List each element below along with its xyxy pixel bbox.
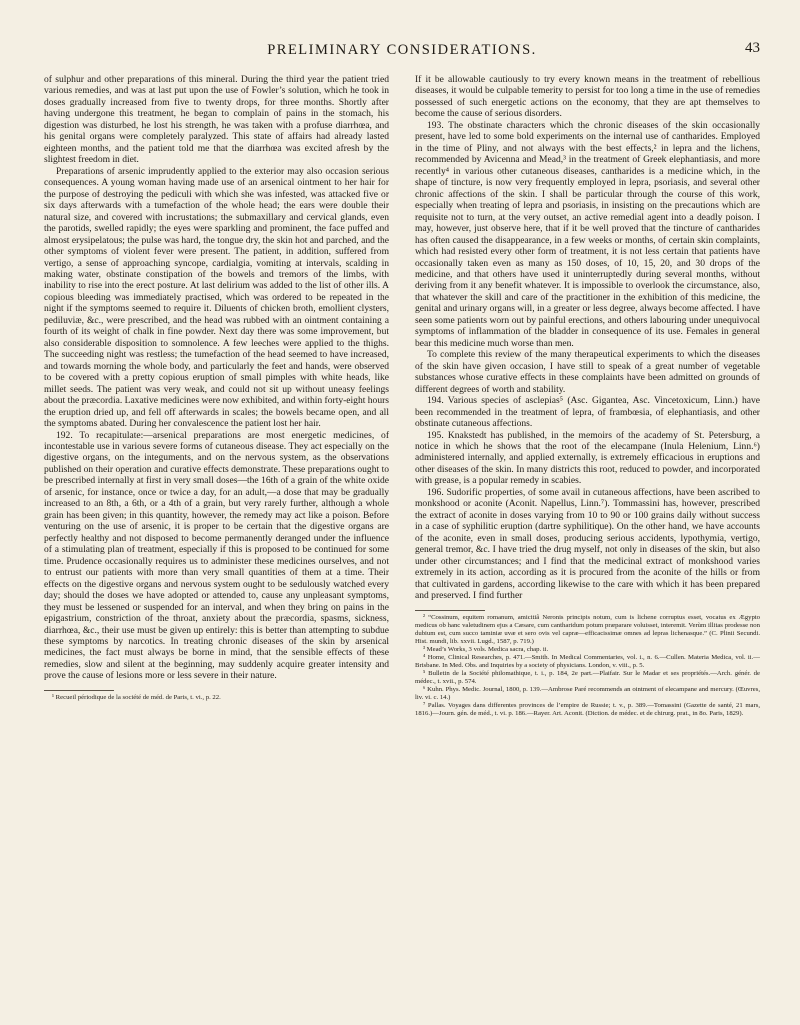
footnote: ¹ Recueil périodique de la société de méd. de Paris, t. vi., p. 22. [52, 693, 221, 701]
paragraph: 195. Knakstedt has published, in the memoirs of the academy of St. Petersburg, a notice in which he shows that the root of the elecampane (Inula Helenium, Linn.⁶) administered internally, and applied externally, is extremely efficacious in eruptions and other diseases of the skin. In many districts this root, reduced to powder, and incorporated with grease, is a popular remedy in scabies. [415, 429, 760, 487]
page-number: 43 [745, 40, 760, 56]
paragraph: 192. To recapitulate:—arsenical preparations are most energetic medicines, of incontestable use in various severe forms of cutaneous disease. They act especially on the digestive organs, on the integuments, and on the nervous system, as the observations published on their operation and curative effects demonstrate. These preparations ought to be prescribed internally at first in very small doses—the 16th of a grain of the white oxide of arsenic, for instance, once or twice a day, for an adult,—a dose that may be gradually increased to an 8th, a 6th, or a 4th of a grain, but very rarely further, although a whole grain has been given; in this quantity, however, the remedy may act like a poison. Before venturing on the use of arsenic, it is proper to be certain that the digestive organs are perfectly healthy and not disposed to become permanently deranged under the influence of a stimulating plan of treatment, especially if this is proposed to be continued for some time. Prudence occasionally requires us to administer these medicines ourselves, and not to entrust our patients with more than very small quantities of them at a time. Their effects on the digestive organs and nervous system ought to be sedulously watched every day; should the doses we have adopted or attended to, cause any unpleasant symptoms, they must be lessened or suspended for an interval, and when they bring on pains in the epigastrium, constriction of the throat, anxiety about the præcordia, spasms, sickness, diarrhœa, &c., their use must be given up entirely: this is better than attempting to subdue these symptoms by narcotics. In treating chronic diseases of the skin by arsenical medicines, the fact must always be borne in mind, that the sensible effects of these remedies, slow and silent at the beginning, may suddenly acquire greater intensity and prove the cause of lesions more or less severe in their nature. [44, 429, 389, 682]
paragraph: If it be allowable cautiously to try every known means in the treatment of rebellious diseases, it would be culpable temerity to persist for too long a time in the use of remedies possessed of such energetic actions on the economy, that they are apt themselves to become the cause of serious disorders. [415, 74, 760, 120]
paragraph: 196. Sudorific properties, of some avail in cutaneous affections, have been ascribed to monkshood or aconite (Aconit. Napellus, Linn.⁷). Tommassini has, however, prescribed the extract of aconite in doses varying from 10 to 90 or 100 grains daily without success in a case of syphilitic eruption (dartre syphilitique). On the other hand, we have accounts of the aconite, even in small doses, producing serious accidents, lypothymia, vertigo, general tremor, &c. I have tried the drug myself, not only in diseases of the skin, but also under other circumstances; and I find that the medicinal extract of monkshood varies extremely in its action, according as it is procured from the aconite of the hills or from that cultivated in gardens, according likewise to the care with which it has been prepared and preserved. I find further [415, 486, 760, 602]
paragraph: 194. Various species of asclepias⁵ (Asc. Gigantea, Asc. Vincetoxicum, Linn.) have been recommended in the treatment of lepra, of frambœsia, of elephantiasis, and other obstinate cutaneous affections. [415, 395, 760, 430]
text-columns [44, 74, 760, 718]
right-footnotes [415, 614, 760, 718]
paragraph: of sulphur and other preparations of this mineral. During the third year the patient tried various remedies, and was at last put upon the use of Fowler’s solution, which he took in doses gradually increased from five to twenty drops, for three months. Shortly after having undergone this treatment, he began to complain of pains in the stomach, his digestion was disturbed, he lost his strength, he was taken with a profuse diarrhœa, and his genital organs were completely paralyzed. This state of affairs had already lasted eighteen months, and the patient told me that the diarrhœa was excited afresh by the slightest freedom in diet. [44, 74, 389, 166]
paragraph: 193. The obstinate characters which the chronic diseases of the skin occasionally present, have led to some bold experiments on the internal use of cantharides. Employed in the time of Pliny, and not always with the best effects,² in lepra and the lichens, recommended by Avicenna and Mead,³ in the treatment of Greek elephantiasis, and more recently⁴ in various other cutaneous diseases, cantharides is a medicine which, in the shape of tincture, is now very frequently employed in lepra, psoriasis, and several other chronic affections of the skin. I shall be particular through the course of this work, especially when treating of lepra and psoriasis, in insisting on the precautions which are requisite not to turn, at the very outset, an active remedial agent into a deadly poison. I may, however, just observe here, that if it be well proved that the tincture of cantharides has often caused the disappearance, in a few weeks or months, of certain skin complaints, which had resisted every other form of treatment, it is not less certain that patients have occasionally taken even as many as 150 doses, of 10, 15, 20, and 30 drops of the medicine, and that others have used it uninterruptedly during several months, without deriving from it any benefit whatever. It is impossible to overlook the circumstance, also, that whatever the skill and care of the practitioner in the exhibition of this medicine, the genital and urinary organs will, in a greater or less degree, always become affected. I have seen some patients worn out by painful erections, and others labouring under unequivocal symptoms of inflammation of the bladder in consequence of its use. Females in general bear this medicine much worse than men. [415, 119, 760, 349]
running-head [44, 40, 760, 60]
footnote: ⁴ Home, Clinical Researches, p. 471.—Smith. In Medical Commentaries, vol. i., n. 6.—Cullen. Materia Medica, vol. ii.—Brisbane. In Med. Obs. and Inquiries by a society of physicians. London, v. viii., p. 5. [415, 653, 760, 669]
footnote: ³ Mead’s Works, 3 vols. Medica sacra, chap. ii. [423, 645, 549, 653]
footnote: ⁷ Pallas. Voyages dans differentes provinces de l’empire de Russie; t. v., p. 389.—Tomassini (Gazette de santé, 21 mars, 1816.)—Journ. gén. de méd., t. vi. p. 186.—Rayer. Art. Aconit. (Diction. de médec. et de chirurg. prat., in 8o. Paris, 1829). [415, 701, 760, 717]
left-footnotes [44, 694, 389, 702]
paragraph: To complete this review of the many therapeutical experiments to which the diseases of the skin have given occasion, I have still to speak of a great number of vegetable substances whose curative effects in these complaints have been admitted on grounds of different degrees of worth and stability. [415, 349, 760, 395]
footnote: ⁶ Kuhn. Phys. Medic. Journal, 1800, p. 139.—Ambrose Paré recommends an ointment of elecampane and mercury. (Œuvres, liv. vi. c. 14.) [415, 685, 760, 701]
running-title: PRELIMINARY CONSIDERATIONS. [267, 42, 537, 58]
right-column [415, 74, 760, 718]
left-column [44, 74, 389, 718]
footnote: ² “Cossinum, equitem romanum, amicitiâ Neronis principis notum, cum is lichene corruptus esset, vocatus ex Ægypto medicus ob hanc valetudinem ejus a Cæsare, cum cantharidum potum præparare voluisset, interemit. Verùm illitas prodesse non dubium est, cum succo taminiæ uvæ et sero ovis vel capræ—efficacissimæ omnes ad lepras lichenasque.” (C. Plinii Secundi. Hist. mundi, lib. xxvii. Lugd., 1587, p. 719.) [415, 613, 760, 645]
footnote-rule [44, 690, 114, 691]
footnote: ⁵ Bulletin de la Société philomathique, t. i., p. 184, 2e part.—Plaifair. Sur le Madar et ses propriétés.—Arch. génér. de médec., t. xvii., p. 574. [415, 669, 760, 685]
footnote-rule [415, 610, 485, 611]
paragraph: Preparations of arsenic imprudently applied to the exterior may also occasion serious consequences. A young woman having made use of an arsenical ointment to her hair for the purpose of destroying the pediculi with which she was infested, was attacked five or six days afterwards with a tumefaction of the whole head; the ears were double their natural size, and covered with incrustations; the submaxillary and cervical glands, even the parotids, swelled rapidly; the eyes were sparkling and prominent, the face puffed and almost erysipelatous; the pulse was hard, the tongue dry, the skin hot and parched, and the other symptoms of violent fever were present. The patient, in addition, suffered from vertigo, a sense of approaching syncope, cardialgia, vomiting at intervals, scalding in making water, obstinate constipation of the bowels and tremors of the limbs, with inability to rise into the erect posture. At last delirium was added to the list of other ills. A copious bleeding was immediately practised, which was ordered to be repeated in the night if the symptoms seemed to require it. Diluents of chicken broth, emollient clysters, pediluviæ, &c., were prescribed, and the head was rubbed with an ointment containing a fourth of its weight of chalk in fine powder. Next day there was some improvement, but also considerable disposition to somnolence. A few leeches were applied to the thighs. The succeeding night was restless; the tumefaction of the head seemed to have increased, and towards morning the whole body, and particularly the feet and hands, were observed to be covered with a pretty copious eruption of small pimples with white heads, like millet seeds. The patient was very weak, and could not sit up without uneasy feelings about the præcordia. Laxative medicines were now exhibited, and within forty-eight hours the eruption dried up, and fell off afterwards in scales; the bowels became open, and all the symptoms abated. During her convalescence the patient lost her hair. [44, 165, 389, 430]
